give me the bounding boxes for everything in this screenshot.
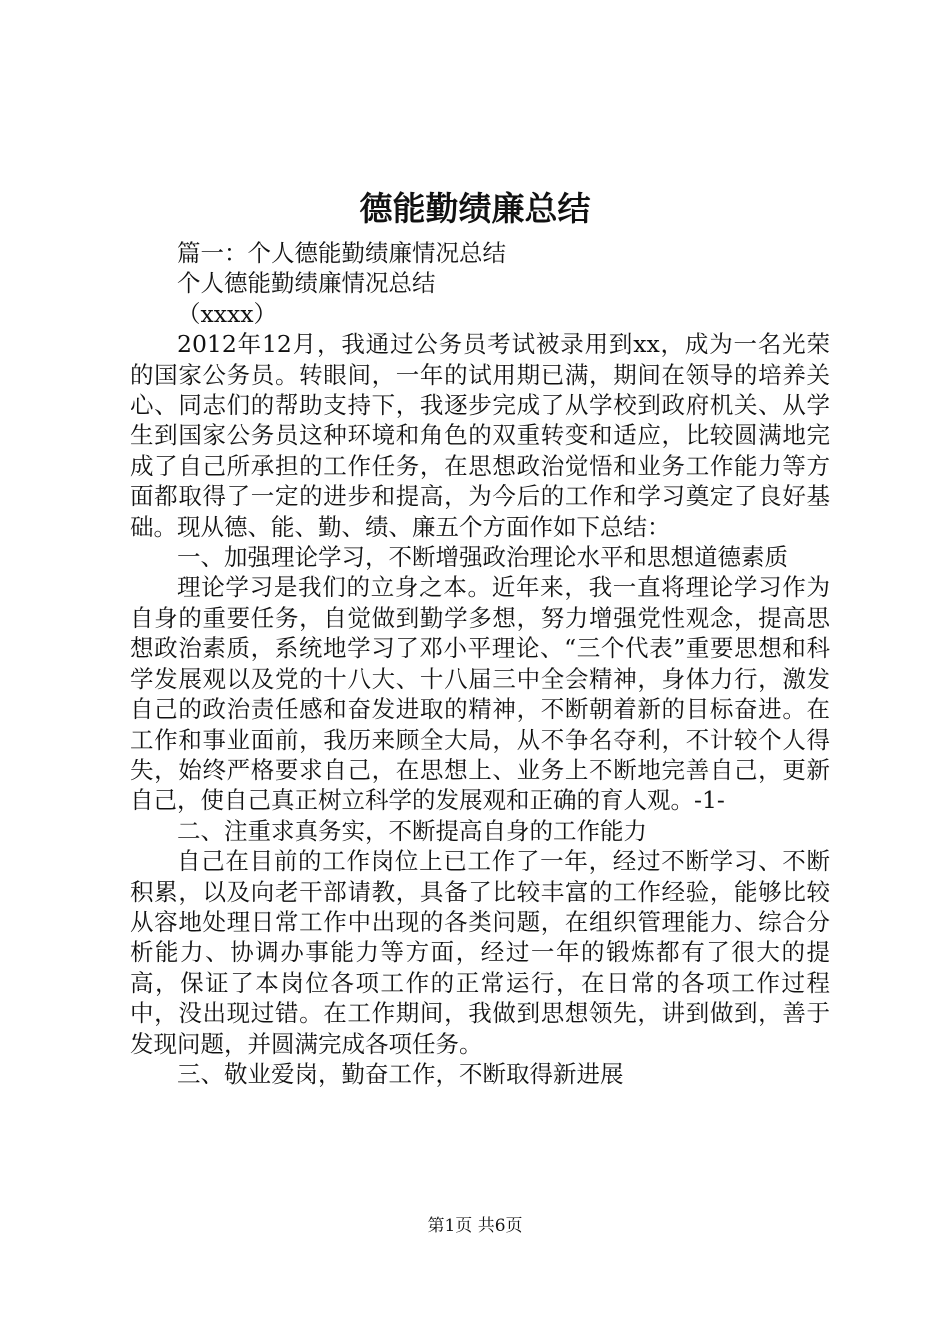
section-heading: 一、加强理论学习，不断增强政治理论水平和思想道德素质 bbox=[177, 543, 788, 572]
page-number: 第1页 共6页 bbox=[427, 1216, 523, 1236]
document-title: 德能勤绩廉总结 bbox=[359, 189, 591, 228]
section-heading: 三、敬业爱岗，勤奋工作，不断取得新进展 bbox=[177, 1059, 624, 1088]
sub-title: 个人德能勤绩廉情况总结 bbox=[177, 269, 436, 298]
body-paragraph: 自己在目前的工作岗位上已工作了一年，经过不断学习、不断积累，以及向老干部请教，具备了比较丰富的工作经验，能够比较从容地处理日常工作中出现的各类问题，在组织管理能力、综合分析能力、协调办事能力等方面，经过一年的锻炼都有了很大的提高，保证了本岗位各项工作的正常运行，在日常的各项工作过程中，没出现过错。在工作期间，我做到思想领先，讲到做到，善于发现问题，并圆满完成各项任务。 bbox=[130, 847, 830, 1058]
section-heading: 篇一：个人德能勤绩廉情况总结 bbox=[177, 239, 506, 267]
document-body bbox=[130, 238, 830, 1089]
section-heading: 二、注重求真务实，不断提高自身的工作能力 bbox=[177, 816, 647, 845]
body-paragraph: 2012年12月，我通过公务员考试被录用到xx，成为一名光荣的国家公务员。转眼间，一年的试用期已满，期间在领导的培养关心、同志们的帮助支持下，我逐步完成了从学校到政府机关、从学生到国家公务员这种环境和角色的双重转变和适应，比较圆满地完成了自己所承担的工作任务，在思想政治觉悟和业务工作能力等方面都取得了一定的进步和提高，为今后的工作和学习奠定了良好基础。现从德、能、勤、绩、廉五个方面作如下总结： bbox=[130, 330, 830, 541]
author-placeholder: （xxxx） bbox=[177, 299, 278, 328]
body-paragraph: 理论学习是我们的立身之本。近年来，我一直将理论学习作为自身的重要任务，自觉做到勤学多想，努力增强党性观念，提高思想政治素质，系统地学习了邓小平理论、“三个代表”重要思想和科学发展观以及党的十八大、十八届三中全会精神，身体力行，激发自己的政治责任感和奋发进取的精神，不断朝着新的目标奋进。在工作和事业面前，我历来顾全大局，从不争名夺利，不计较个人得失，始终严格要求自己，在思想上、业务上不断地完善自己，更新自己，使自己真正树立科学的发展观和正确的育人观。-1- bbox=[130, 573, 830, 815]
